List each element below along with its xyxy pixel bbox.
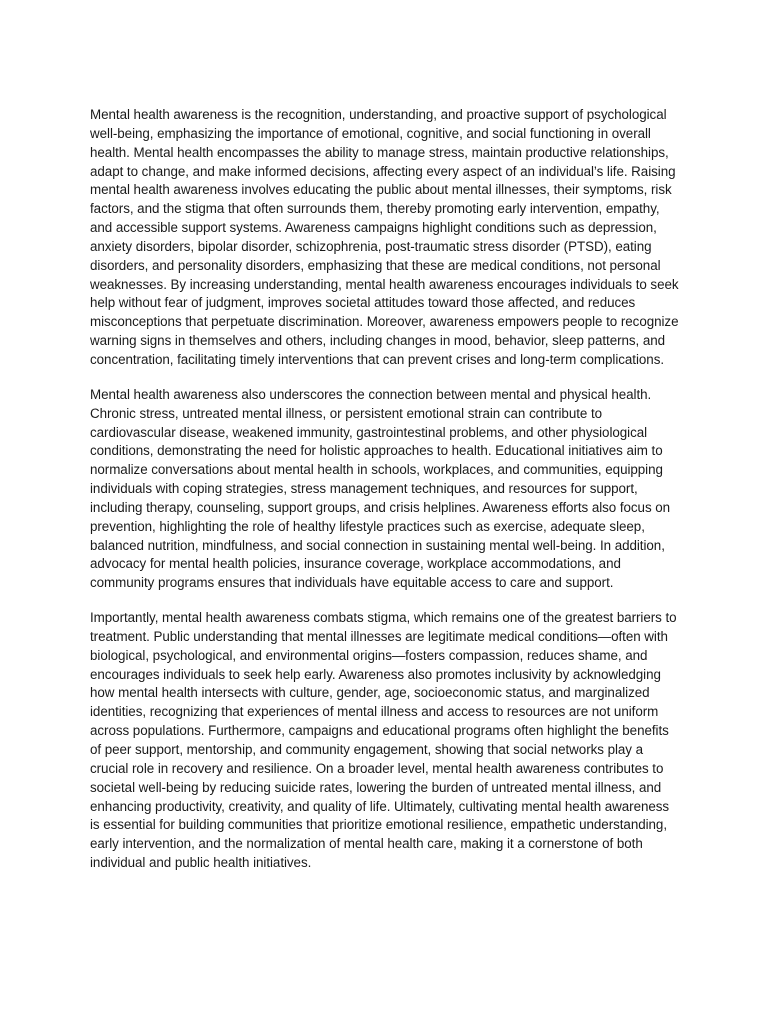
paragraph-2: Mental health awareness also underscores the connection between mental and physical health. Chronic stress, untreated mental illness, or persistent emotional strain can contribute to cardiovascular disease, weakened immunity, gastrointestinal problems, and other physiological conditions, demonstrating the need for holistic approaches to health. Educational initiatives aim to normalize conversations about mental health in schools, workplaces, and communities, equipping individuals with coping strategies, stress management techniques, and resources for support, including therapy, counseling, support groups, and crisis helplines. Awareness efforts also focus on prevention, highlighting the role of healthy lifestyle practices such as exercise, adequate sleep, balanced nutrition, mindfulness, and social connection in sustaining mental well-being. In addition, advocacy for mental health policies, insurance coverage, workplace accommodations, and community programs ensures that individuals have equitable access to care and support. <box>90 386 671 591</box>
paragraph-3: Importantly, mental health awareness combats stigma, which remains one of the greatest barriers to treatment. Public understanding that mental illnesses are legitimate medical conditions—often with biological, psychological, and environmental origins—fosters compassion, reduces shame, and encourages individuals to seek help early. Awareness also promotes inclusivity by acknowledging how mental health intersects with culture, gender, age, socioeconomic status, and marginalized identities, recognizing that experiences of mental illness and access to resources are not uniform across populations. Furthermore, campaigns and educational programs often highlight the benefits of peer support, mentorship, and community engagement, showing that social networks play a crucial role in recovery and resilience. On a broader level, mental health awareness contributes to societal well-being by reducing suicide rates, lowering the burden of untreated mental illness, and enhancing productivity, creativity, and quality of life. Ultimately, cultivating mental health awareness is essential for building communities that prioritize emotional resilience, empathetic understanding, early intervention, and the normalization of mental health care, making it a cornerstone of both individual and public health initiatives. <box>90 610 677 871</box>
document-body <box>90 106 680 889</box>
paragraph-1: Mental health awareness is the recognition, understanding, and proactive support of psychological well-being, emphasizing the importance of emotional, cognitive, and social functioning in overall health. Mental health encompasses the ability to manage stress, maintain productive relationships, adapt to change, and make informed decisions, affecting every aspect of an individual’s life. Raising mental health awareness involves educating the public about mental illnesses, their symptoms, risk factors, and the stigma that often surrounds them, thereby promoting early intervention, empathy, and accessible support systems. Awareness campaigns highlight conditions such as depression, anxiety disorders, bipolar disorder, schizophrenia, post-traumatic stress disorder (PTSD), eating disorders, and personality disorders, emphasizing that these are medical conditions, not personal weaknesses. By increasing understanding, mental health awareness encourages individuals to seek help without fear of judgment, improves societal attitudes toward those affected, and reduces misconceptions that perpetuate discrimination. Moreover, awareness empowers people to recognize warning signs in themselves and others, including changes in mood, behavior, sleep patterns, and concentration, facilitating timely interventions that can prevent crises and long-term complications. <box>90 107 679 367</box>
